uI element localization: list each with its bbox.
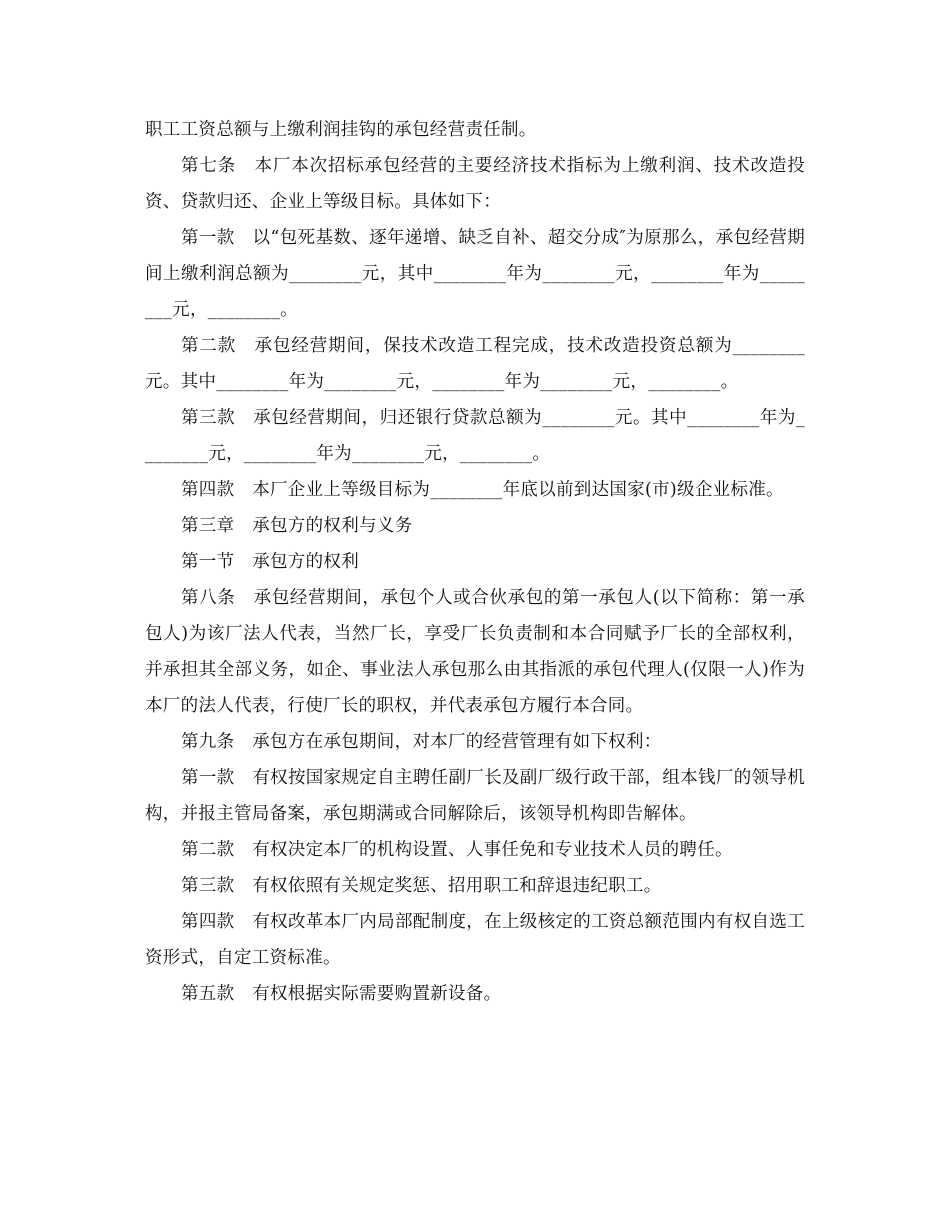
article-9-clause-2: 第二款 有权决定本厂的机构设置、人事任免和专业技术人员的聘任。: [181, 840, 733, 860]
paragraph-continuation: 职工工资总额与上缴利润挂钩的承包经营责任制。: [145, 120, 537, 140]
article-9-clause-3: 第三款 有权依照有关规定奖惩、招用职工和辞退违纪职工。: [181, 876, 662, 896]
article-7-clause-1: 第一款 以“包死基数、逐年递增、缺乏自补、超交分成″为原那么，承包经营期间上缴利润总额为________元，其中________年为________元，________年为________元，________。: [145, 228, 805, 320]
article-7-clause-3: 第三款 承包经营期间，归还银行贷款总额为________元。其中________年为________元，________年为________元，________。: [145, 408, 805, 464]
article-9-clause-5: 第五款 有权根据实际需要购置新设备。: [181, 984, 502, 1004]
article-9: 第九条 承包方在承包期间，对本厂的经营管理有如下权利：: [181, 732, 662, 752]
chapter-3-heading: 第三章 承包方的权利与义务: [181, 516, 413, 536]
section-1-heading: 第一节 承包方的权利: [181, 552, 359, 572]
article-7: 第七条 本厂本次招标承包经营的主要经济技术指标为上缴利润、技术改造投资、贷款归还、企业上等级目标。具体如下：: [145, 156, 805, 212]
document-body: [145, 112, 805, 1012]
article-9-clause-4: 第四款 有权改革本厂内局部配制度，在上级核定的工资总额范围内有权自选工资形式，自定工资标准。: [145, 912, 805, 968]
article-9-clause-1: 第一款 有权按国家规定自主聘任副厂长及副厂级行政干部，组本钱厂的领导机构，并报主管局备案，承包期满或合同解除后，该领导机构即告解体。: [145, 768, 805, 824]
article-8: 第八条 承包经营期间，承包个人或合伙承包的第一承包人(以下简称：第一承包人)为该厂法人代表，当然厂长，享受厂长负责制和本合同赋予厂长的全部权利，并承担其全部义务，如企、事业法人承包那么由其指派的承包代理人(仅限一人)作为本厂的法人代表，行使厂长的职权，并代表承包方履行本合同。: [145, 588, 805, 716]
article-7-clause-2: 第二款 承包经营期间，保技术改造工程完成，技术改造投资总额为________元。其中________年为________元，________年为________元，________。: [145, 336, 805, 392]
article-7-clause-4: 第四款 本厂企业上等级目标为________年底以前到达国家(市)级企业标准。: [181, 480, 784, 500]
